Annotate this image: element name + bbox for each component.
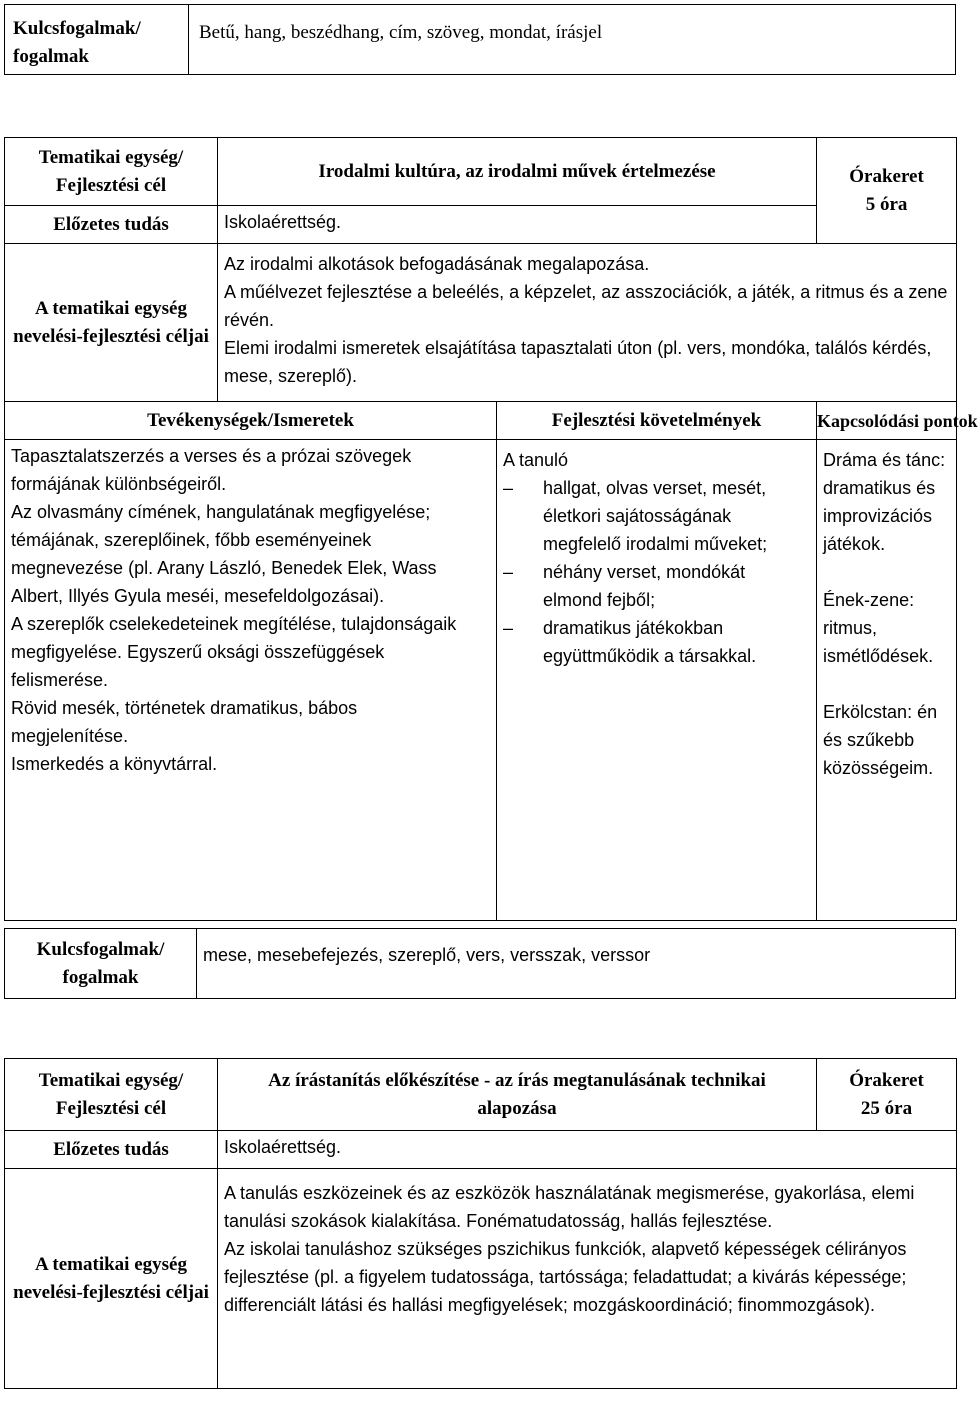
goals-label: A tematikai egység nevelési-fejlesztési céljai [5,244,218,402]
requirement-item [503,474,802,558]
key-concepts-table-2 [4,928,956,999]
requirement-text: néhány verset, mondókát elmond fejből; [543,562,746,610]
activities-cell [5,440,497,921]
unit-table-writing [4,1058,957,1389]
goals-text [218,244,957,402]
hours-label: Órakeret [849,1069,924,1091]
key-concepts-label: Kulcsfogalmak/ fogalmak [5,929,197,999]
requirement-item [503,558,802,614]
connections-cell [817,440,957,921]
key-concepts-table-1 [4,4,956,75]
key-concepts-label: Kulcsfogalmak/ fogalmak [5,5,189,75]
hours-label: Órakeret [849,165,924,187]
activity-item: Ismerkedés a könyvtárral. [11,754,218,774]
theme-label: Tematikai egység/ Fejlesztési cél [5,138,218,206]
prior-knowledge-value: Iskolaérettség. [218,206,817,244]
col-header-requirements: Fejlesztési követelmények [497,402,817,440]
col-header-connections: Kapcsolódási pontok [817,402,957,440]
requirement-item [503,614,802,670]
goals-text [218,1169,957,1389]
hours-value: 5 óra [865,193,908,215]
dash-bullet: – [503,562,514,582]
goal-line: A tanulás eszközeinek és az eszközök használatának megismerése, gyakorlása, elemi tanulási szokások kialakítása. Fonématudatosság, hallás fejlesztése. [224,1183,915,1231]
activity-item: A szereplők cselekedeteinek megítélése, tulajdonságaik megfigyelése. Egyszerű oksági összefüggések felismerése. [11,614,457,690]
key-concepts-value: mese, mesebefejezés, szereplő, vers, versszak, verssor [197,929,956,999]
dash-bullet: – [503,478,514,498]
connection-item: Ének-zene: ritmus, ismétlődések. [823,590,934,666]
goals-label: A tematikai egység nevelési-fejlesztési céljai [5,1169,218,1389]
activity-item: Tapasztalatszerzés a verses és a prózai szövegek formájának különbségeiről. [11,446,412,494]
requirements-cell [497,440,817,921]
prior-knowledge-label: Előzetes tudás [5,1131,218,1169]
prior-knowledge-label: Előzetes tudás [5,206,218,244]
goal-line: Az iskolai tanuláshoz szükséges pszichikus funkciók, alapvető képességek célirányos fejlesztése (pl. a figyelem tudatossága, tartóssága; feladattudat; a kivárás képessége; differenciált látási és hallási megfigyelések; mozgáskoordináció; finommozgások). [224,1239,907,1315]
requirement-text: dramatikus játékokban együttműködik a társakkal. [543,618,757,666]
requirement-text: hallgat, olvas verset, mesét, életkori sajátosságának megfelelő irodalmi műveket; [543,478,768,554]
unit-table-literature [4,137,978,921]
key-concepts-value: Betű, hang, beszédhang, cím, szöveg, mondat, írásjel [189,5,956,75]
requirements-intro: A tanuló [503,450,569,470]
theme-title: Az írástanítás előkészítése - az írás megtanulásának technikai alapozása [218,1059,817,1131]
hours-cell [817,1059,957,1131]
goal-line: A műélvezet fejlesztése a beleélés, a képzelet, az asszociációk, a játék, a ritmus és a zene révén. [224,282,948,330]
prior-knowledge-value: Iskolaérettség. [218,1131,957,1169]
activity-item: Rövid mesék, történetek dramatikus, bábos megjelenítése. [11,698,358,746]
theme-title: Irodalmi kultúra, az irodalmi művek értelmezése [218,138,817,206]
col-header-activities: Tevékenységek/Ismeretek [5,402,497,440]
hours-value: 25 óra [860,1097,913,1119]
connection-item: Dráma és tánc: dramatikus és improvizációs játékok. [823,450,946,554]
hours-cell [817,138,957,244]
goal-line: Elemi irodalmi ismeretek elsajátítása tapasztalati úton (pl. vers, mondóka, találós kérdés, mese, szereplő). [224,338,932,386]
dash-bullet: – [503,618,514,638]
connection-item: Erkölcstan: én és szűkebb közösségeim. [823,702,938,778]
theme-label: Tematikai egység/ Fejlesztési cél [5,1059,218,1131]
activity-item: Az olvasmány címének, hangulatának megfigyelése; témájának, szereplőinek, főbb eseményeinek megnevezése (pl. Arany László, Benedek Elek, Wass Albert, Illyés Gyula meséi, mesefeldolgozásai). [11,502,437,606]
goal-line: Az irodalmi alkotások befogadásának megalapozása. [224,254,650,274]
